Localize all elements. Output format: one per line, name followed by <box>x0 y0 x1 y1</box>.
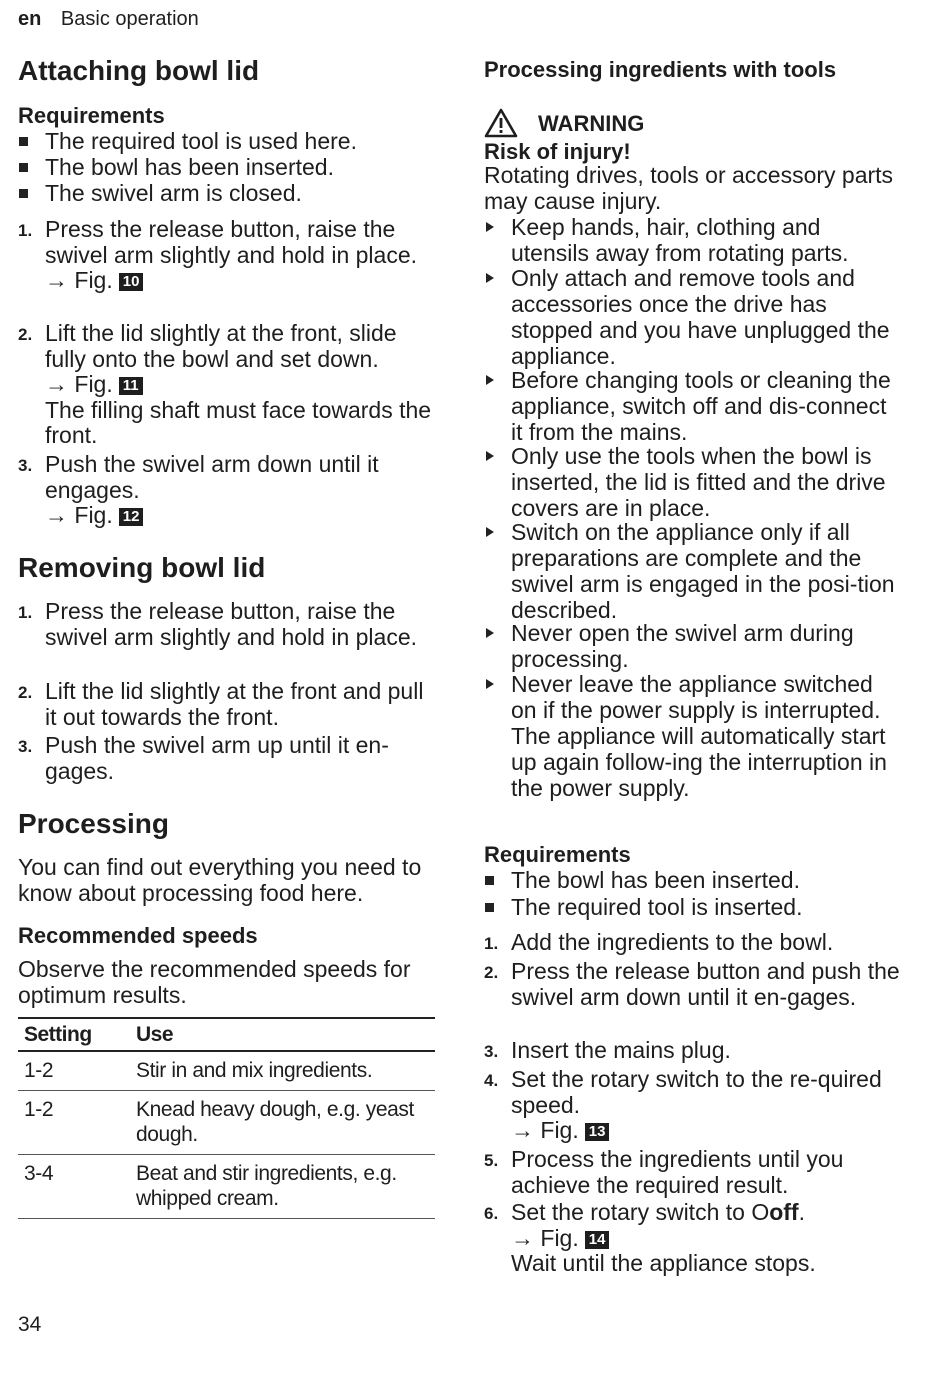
table-header-setting: Setting <box>18 1018 130 1051</box>
language-code: en <box>18 8 42 30</box>
figure-ref-12[interactable]: 12 <box>119 508 144 526</box>
attach-requirement: The swivel arm is closed. <box>18 180 445 206</box>
attach-step: 1. Press the release button, raise the swivel arm slightly and hold in place. → Fig. 10 <box>18 216 418 293</box>
attach-title: Attaching bowl lid <box>18 55 260 86</box>
speeds-intro: Observe the recommended speeds for optimum results. <box>18 956 411 1008</box>
tools-step: 5. Process the ingredients until you achieve the required result. <box>484 1146 844 1198</box>
risk-title: Risk of injury! <box>484 139 631 164</box>
tools-requirements-title: Requirements <box>484 842 631 867</box>
figure-ref-10[interactable]: 10 <box>119 273 144 291</box>
processing-title: Processing <box>18 808 169 839</box>
warning-item: Switch on the appliance only if all preparations are complete and the swivel arm is engaged in the posi-tion described. <box>484 519 901 623</box>
remove-step: 2. Lift the lid slightly at the front and pull it out towards the front. <box>18 678 424 730</box>
off-label: off <box>769 1199 799 1225</box>
table-cell-use: Beat and stir ingredients, e.g. whipped cream. <box>130 1154 435 1218</box>
table-row <box>18 1090 435 1154</box>
tools-step: 1. Add the ingredients to the bowl. <box>484 929 834 955</box>
warning-item: Before changing tools or cleaning the appliance, switch off and dis-connect it from the mains. <box>484 367 901 445</box>
section-name: Basic operation <box>60 8 199 30</box>
tools-step: 4. Set the rotary switch to the re-quired speed. → Fig. 13 <box>484 1066 882 1143</box>
table-cell-setting: 1-2 <box>18 1051 130 1090</box>
tools-step: 3. Insert the mains plug. <box>484 1037 731 1063</box>
table-cell-setting: 3-4 <box>18 1154 130 1218</box>
speeds-table <box>18 1017 435 1219</box>
table-header-use: Use <box>130 1018 435 1051</box>
remove-step: 1. Press the release button, raise the swivel arm slightly and hold in place. <box>18 598 418 650</box>
page-header <box>18 8 199 31</box>
processing-intro: You can find out everything you need to know about processing food here. <box>18 854 422 906</box>
tools-title: Processing ingredients with tools <box>484 57 837 82</box>
off-symbol: O <box>751 1199 770 1225</box>
speeds-title: Recommended speeds <box>18 923 258 948</box>
attach-requirement: The bowl has been inserted. <box>18 154 445 180</box>
remove-step: 3. Push the swivel arm up until it en-gages. <box>18 732 389 784</box>
table-row <box>18 1051 435 1090</box>
attach-step: 3. Push the swivel arm down until it engages. → Fig. 12 <box>18 451 379 528</box>
table-row <box>18 1154 435 1218</box>
warning-heading <box>484 110 784 138</box>
page-number: 34 <box>18 1313 42 1336</box>
warning-label: WARNING <box>538 111 645 136</box>
attach-requirement: The required tool is used here. <box>18 128 445 154</box>
table-cell-use: Knead heavy dough, e.g. yeast dough. <box>130 1090 435 1154</box>
table-header-row <box>18 1018 435 1051</box>
warning-item: Only use the tools when the bowl is inserted, the lid is fitted and the drive covers are in place. <box>484 443 901 521</box>
tools-step: 6. Set the rotary switch to Ooff. → Fig. 14 Wait until the appliance stops. <box>484 1199 816 1276</box>
figure-ref-14[interactable]: 14 <box>585 1231 610 1249</box>
risk-text: Rotating drives, tools or accessory parts may cause injury. <box>484 162 894 214</box>
table-cell-use: Stir in and mix ingredients. <box>130 1051 435 1090</box>
tools-requirement: The bowl has been inserted. <box>484 867 901 893</box>
warning-item: Only attach and remove tools and accessories once the drive has stopped and you have unplugged the appliance. <box>484 265 901 369</box>
warning-triangle-icon <box>484 108 518 138</box>
table-cell-setting: 1-2 <box>18 1090 130 1154</box>
figure-ref-13[interactable]: 13 <box>585 1123 610 1141</box>
tools-step: 2. Press the release button and push the swivel arm down until it en-gages. <box>484 958 900 1010</box>
figure-ref-11[interactable]: 11 <box>119 377 143 395</box>
attach-step: 2. Lift the lid slightly at the front, slide fully onto the bowl and set down. → Fig. 11 The filling shaft must face towards the front. <box>18 320 432 448</box>
warning-item: Never open the swivel arm during processing. <box>484 620 901 672</box>
remove-title: Removing bowl lid <box>18 552 266 583</box>
warning-item: Never leave the appliance switched on if the power supply is interrupted. The appliance will automatically start up again follow-ing the interruption in the power supply. <box>484 671 901 801</box>
attach-requirements-title: Requirements <box>18 103 165 128</box>
tools-requirement: The required tool is inserted. <box>484 894 901 920</box>
warning-item: Keep hands, hair, clothing and utensils away from rotating parts. <box>484 214 901 266</box>
